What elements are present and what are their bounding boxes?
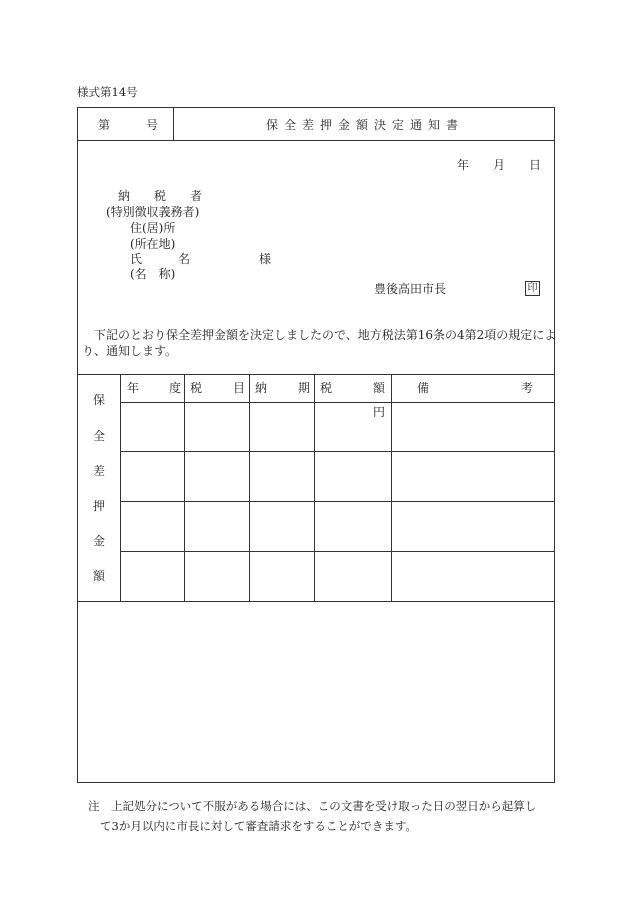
honorific: 様 bbox=[259, 252, 272, 266]
side-label-char: 押 bbox=[93, 499, 106, 513]
table-row-divider bbox=[120, 451, 554, 452]
date-month: 月 bbox=[493, 158, 506, 172]
table-top-border bbox=[78, 374, 554, 375]
form-number: 様式第14号 bbox=[77, 85, 138, 99]
special-collector-label: (特別徴収義務者) bbox=[106, 205, 200, 219]
notice-frame bbox=[77, 107, 555, 783]
header-vertical-divider bbox=[173, 108, 174, 140]
body-text-line1: 下記のとおり保全差押金額を決定しましたので、地方税法第16条の4第2項の規定によ bbox=[94, 328, 557, 342]
table-column-divider bbox=[120, 374, 121, 601]
table-column-divider bbox=[391, 374, 392, 601]
side-label-char: 全 bbox=[93, 429, 106, 443]
header-divider bbox=[78, 140, 554, 141]
header-remarks-a: 備 bbox=[417, 381, 430, 395]
side-label-char: 金 bbox=[93, 534, 106, 548]
header-period-b: 期 bbox=[298, 381, 311, 395]
header-year-b: 度 bbox=[169, 381, 182, 395]
footnote-line1: 注 上記処分について不服がある場合には、この文書を受け取った日の翌日から起算し bbox=[88, 799, 537, 813]
table-row-divider bbox=[120, 551, 554, 552]
date-year: 年 bbox=[457, 158, 470, 172]
date-day: 日 bbox=[529, 158, 542, 172]
number-label-right: 号 bbox=[146, 118, 159, 132]
table-column-divider bbox=[314, 374, 315, 601]
table-row-divider bbox=[120, 501, 554, 502]
number-label-left: 第 bbox=[98, 118, 111, 132]
body-text-line2: り、通知します。 bbox=[82, 344, 178, 358]
header-item-a: 税 bbox=[190, 381, 203, 395]
header-item-b: 目 bbox=[233, 381, 246, 395]
table-column-divider bbox=[249, 374, 250, 601]
issuer-title: 豊後高田市長 bbox=[374, 282, 447, 296]
side-label-char: 額 bbox=[93, 569, 106, 583]
name-label: 氏 名 bbox=[130, 252, 191, 266]
footnote bbox=[88, 796, 558, 836]
header-period-a: 納 bbox=[255, 381, 268, 395]
seal-mark: 印 bbox=[525, 281, 540, 296]
header-year-a: 年 bbox=[127, 381, 140, 395]
side-label-char: 差 bbox=[93, 464, 106, 478]
header-amount-a: 税 bbox=[320, 381, 333, 395]
document-title: 保全差押金額決定通知書 bbox=[266, 118, 465, 132]
footnote-line2: て3か月以内に市長に対して審査請求をすることができます。 bbox=[100, 819, 417, 833]
table-header-divider bbox=[120, 402, 554, 403]
address-label: 住(居)所 bbox=[130, 221, 176, 235]
name-alt-label: (名 称) bbox=[130, 267, 176, 281]
header-amount-b: 額 bbox=[373, 381, 386, 395]
header-remarks-b: 考 bbox=[521, 381, 534, 395]
address-alt-label: (所在地) bbox=[130, 237, 176, 251]
currency-unit: 円 bbox=[373, 405, 386, 419]
table-column-divider bbox=[184, 374, 185, 601]
side-label-char: 保 bbox=[93, 393, 106, 407]
taxpayer-label: 納 税 者 bbox=[118, 189, 203, 203]
table-bottom-border bbox=[78, 601, 554, 602]
